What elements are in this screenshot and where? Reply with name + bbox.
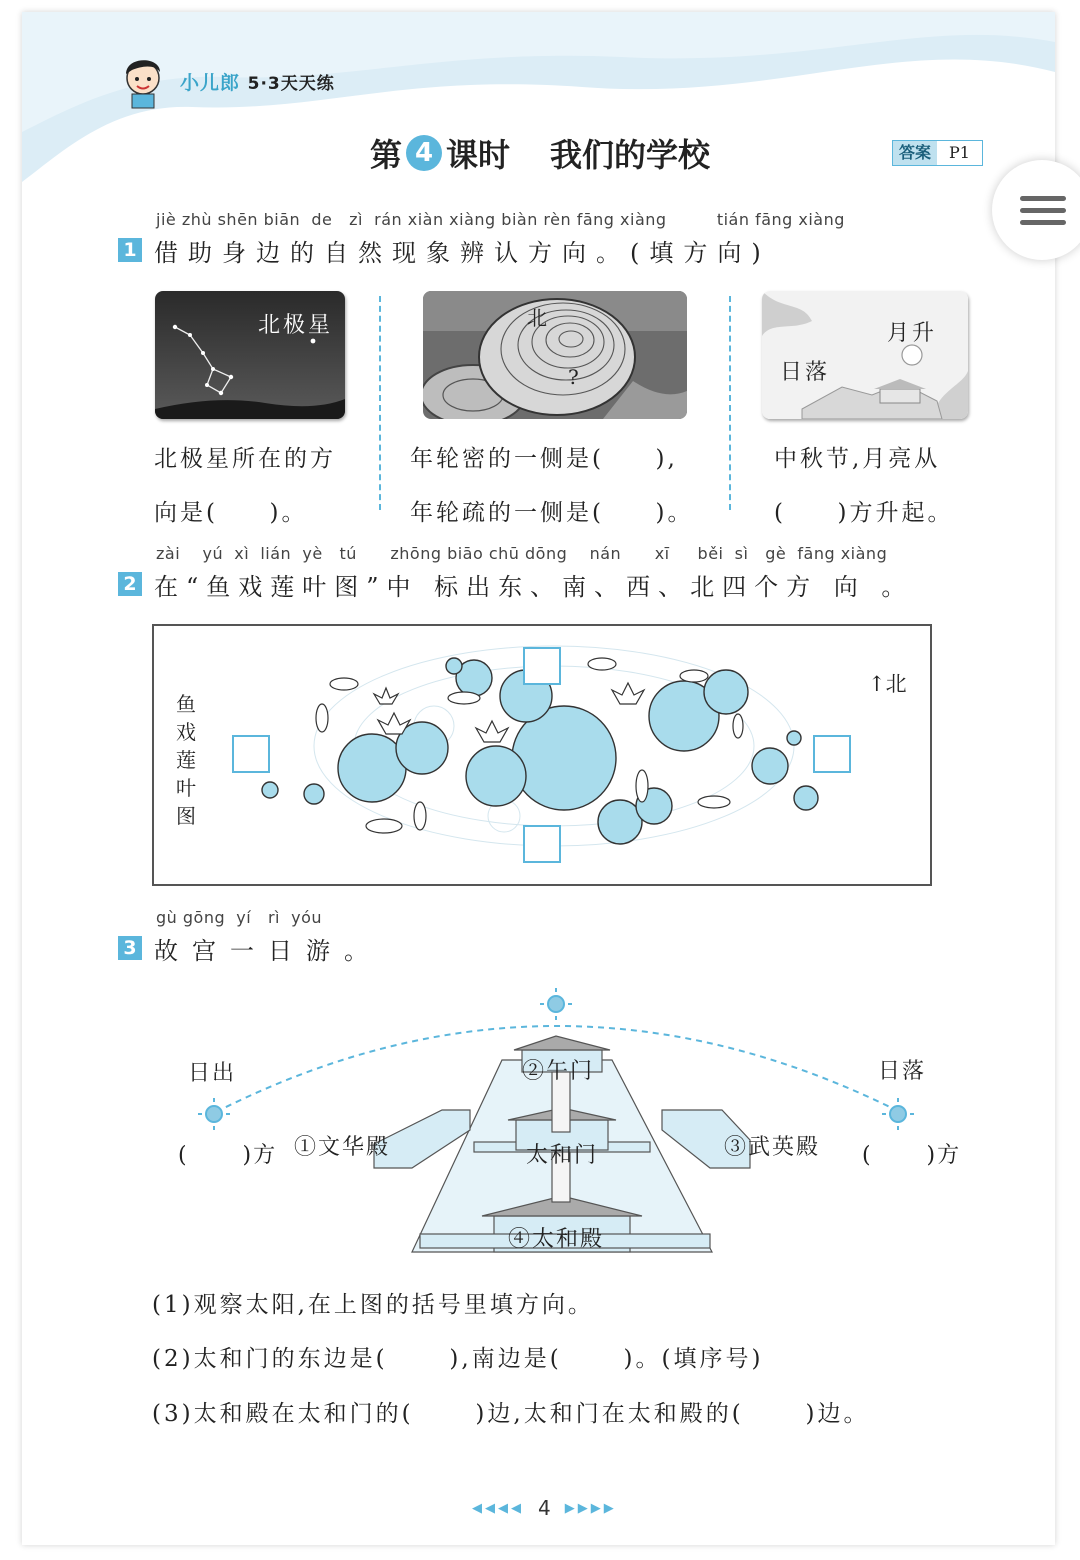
q1-text: 借助身边的自然现象辨认方向。(填方向) (154, 239, 771, 267)
lesson-suffix: 课时 (446, 136, 511, 174)
east-direction-blank[interactable]: ( )方 (862, 1143, 962, 1168)
left-arrows-icon: ◀◀◀◀ (472, 1500, 524, 1516)
map-vertical-title (174, 690, 198, 830)
tree-north-label: 北 (527, 306, 550, 330)
answer-label: 答案 (893, 141, 937, 165)
sunrise-label: 日出 (188, 1061, 237, 1086)
north-star-label: 北极星 (258, 313, 334, 338)
answer-page: P1 (937, 141, 982, 165)
brand-logo-text: 小儿郎 (180, 72, 241, 94)
q3-pinyin: gù gōng yí rì yóu (156, 908, 323, 927)
hall-wuying-label: ③武英殿 (724, 1135, 821, 1160)
q1-blank-3a: 中秋节,月亮从 (774, 446, 941, 472)
hall-wenhua-label: ①文华殿 (294, 1135, 391, 1160)
q1-blank-2a[interactable]: 年轮密的一侧是( ), (410, 446, 678, 472)
hall-taihe-label: ④太和殿 (508, 1227, 605, 1252)
mascot-logo (118, 52, 168, 110)
page-footer (472, 1496, 617, 1520)
menu-icon-bar-1 (1020, 196, 1066, 201)
title-char-2: 戏 (176, 720, 196, 744)
q1-blank-1a: 北极星所在的方 (154, 446, 336, 472)
lesson-title (370, 130, 710, 176)
q1-blank-3b[interactable]: ( )方升起。 (774, 500, 954, 526)
workbook-page (22, 12, 1055, 1545)
q3-text: 故宫一日游。 (154, 937, 382, 965)
tree-stump-image (423, 291, 687, 419)
q2-pinyin: zài yú xì lián yè tú zhōng biāo chū dōng nán xī běi sì gè fāng xiàng (156, 544, 888, 563)
answer-box-bottom[interactable] (523, 825, 561, 863)
q3-number: 3 (118, 936, 142, 960)
sunset-label-pic: 日落 (780, 360, 831, 385)
gate-wumen-label: ②午门 (522, 1059, 595, 1084)
north-arrow-label: ↑北 (868, 672, 907, 696)
answer-badge (892, 140, 983, 166)
divider-1 (379, 296, 381, 510)
q2-text: 在“鱼戏莲叶图”中 标出东、南、西、北四个方 向 。 (154, 573, 914, 601)
sun-icon-top (540, 988, 572, 1020)
lesson-name: 我们的学校 (550, 136, 711, 174)
q3-sub-3[interactable]: (3)太和殿在太和门的( )边,太和门在太和殿的( )边。 (152, 1401, 870, 1427)
q3-sub-1: (1)观察太阳,在上图的括号里填方向。 (152, 1292, 594, 1318)
title-char-4: 叶 (176, 776, 196, 800)
moon-rise-label: 月升 (887, 321, 938, 346)
sun-icon-right (882, 1098, 914, 1130)
lesson-prefix: 第 (370, 136, 403, 174)
tree-question-label: ? (568, 365, 582, 389)
q2-number: 2 (118, 572, 142, 596)
answer-box-top[interactable] (523, 647, 561, 685)
q3-sub-2[interactable]: (2)太和门的东边是( ),南边是( )。(填序号) (152, 1346, 764, 1372)
lesson-number-badge: 4 (406, 135, 442, 171)
page-number: 4 (538, 1496, 551, 1520)
q1-blank-1b[interactable]: 向是( )。 (154, 500, 308, 526)
gate-taihe-label: 太和门 (526, 1143, 599, 1168)
q1-number: 1 (118, 238, 142, 262)
menu-icon-bar-2 (1020, 208, 1066, 213)
right-arrows-icon: ▶▶▶▶ (564, 1500, 617, 1516)
tree-rings-picture (423, 291, 687, 419)
sunset-label: 日落 (878, 1059, 927, 1084)
q1-pinyin: jiè zhù shēn biān de zì rán xiàn xiàng biàn rèn fāng xiàng tián fāng xiàng (156, 210, 845, 229)
brand-name (180, 68, 335, 95)
menu-icon-bar-3 (1020, 220, 1066, 225)
q1-blank-2b[interactable]: 年轮疏的一侧是( )。 (410, 500, 694, 526)
answer-box-right[interactable] (813, 735, 851, 773)
title-char-3: 莲 (176, 748, 196, 772)
title-char-1: 鱼 (176, 692, 196, 716)
title-char-5: 图 (176, 804, 196, 828)
divider-2 (729, 296, 731, 510)
brand-subtitle: 5·3天天练 (247, 74, 335, 94)
west-direction-blank[interactable]: ( )方 (178, 1143, 278, 1168)
answer-box-left[interactable] (232, 735, 270, 773)
sun-icon-left (198, 1098, 230, 1130)
